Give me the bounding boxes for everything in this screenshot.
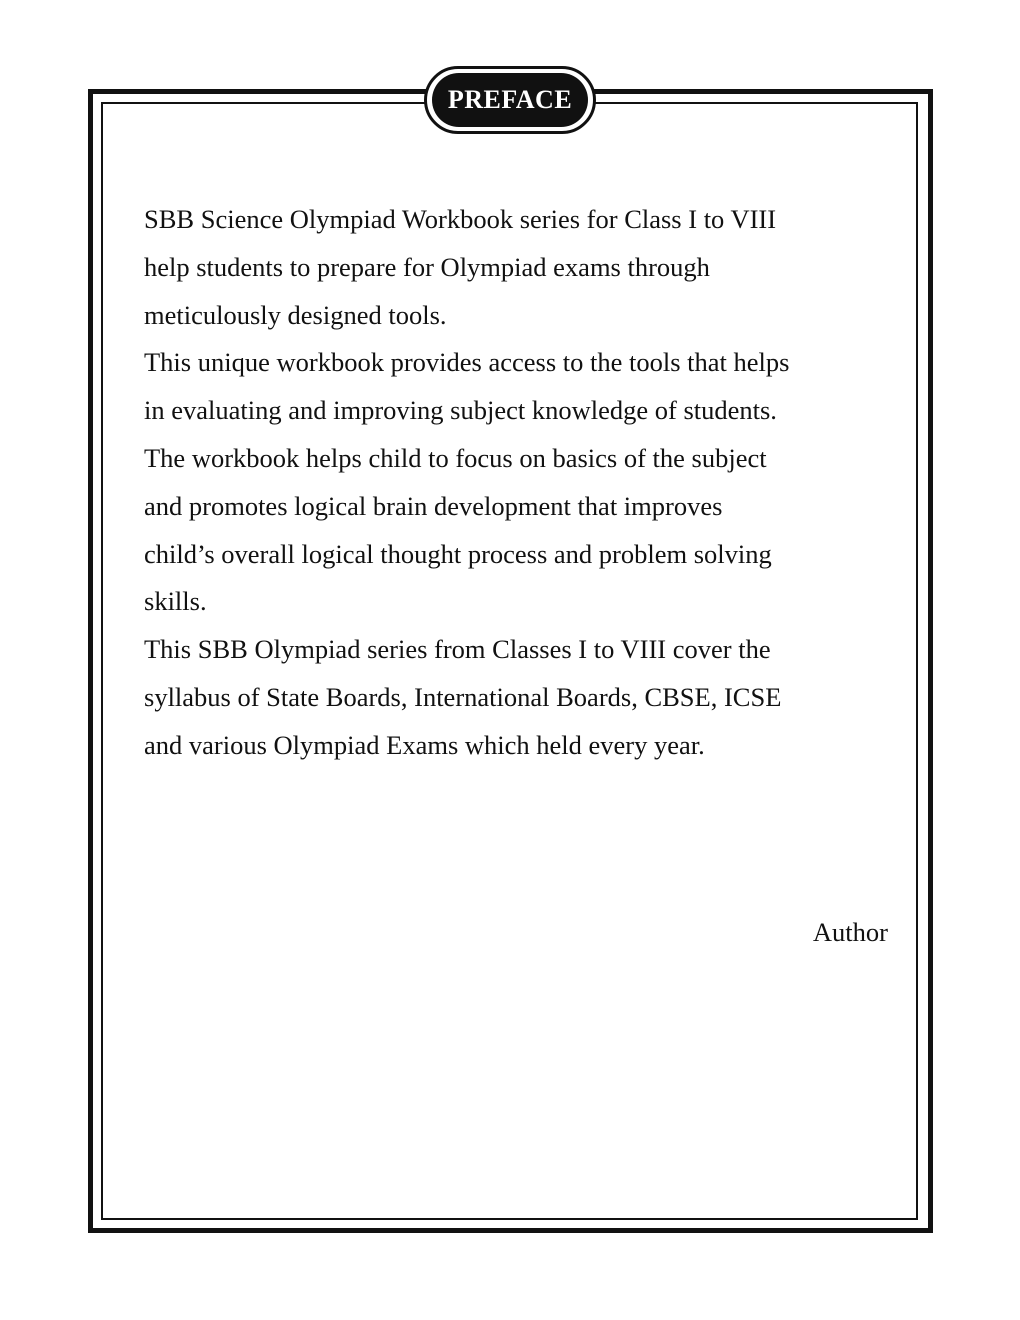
paragraph-3 bbox=[144, 626, 904, 769]
text-line: skills. bbox=[144, 586, 207, 617]
text-line: help students to prepare for Olympiad exams through bbox=[144, 251, 710, 282]
paragraph-2 bbox=[144, 339, 904, 626]
text-line: SBB Science Olympiad Workbook series for Class I to VIII bbox=[144, 204, 777, 234]
author-signature: Author bbox=[812, 917, 888, 947]
text-line: This unique workbook provides access to the tools that helps bbox=[144, 347, 790, 378]
text-line: in evaluating and improving subject knowledge of students. bbox=[144, 395, 777, 426]
text-line: This SBB Olympiad series from Classes I to VIII cover the bbox=[144, 634, 771, 665]
paragraph-1 bbox=[144, 196, 904, 339]
text-line: child’s overall logical thought process and problem solving bbox=[144, 538, 772, 569]
text-line: syllabus of State Boards, International Boards, CBSE, ICSE bbox=[144, 681, 782, 712]
text-line: and promotes logical brain development that improves bbox=[144, 490, 723, 521]
text-line: and various Olympiad Exams which held every year. bbox=[144, 729, 705, 760]
text-line: The workbook helps child to focus on basics of the subject bbox=[144, 442, 767, 473]
text-line: meticulously designed tools. bbox=[144, 299, 447, 330]
preface-body bbox=[144, 196, 904, 770]
page-title: PREFACE bbox=[432, 73, 588, 127]
